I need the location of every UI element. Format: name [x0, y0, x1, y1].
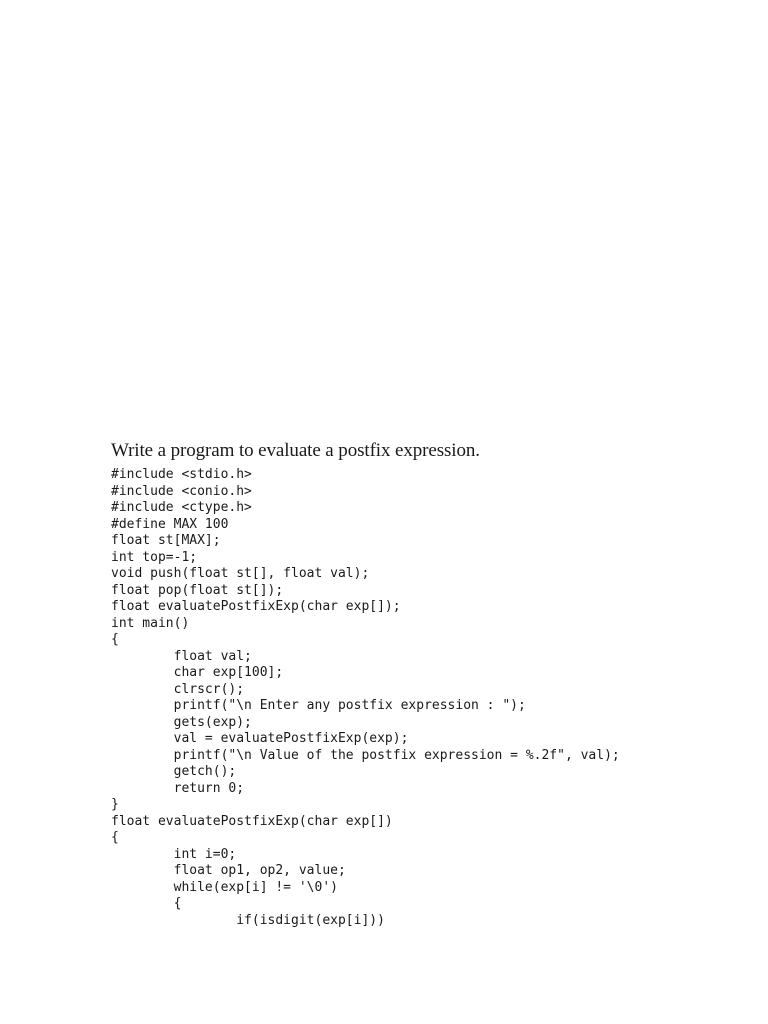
code-line: while(exp[i] != '\0'): [111, 879, 338, 895]
code-line: float st[MAX];: [111, 533, 221, 548]
code-line: gets(exp);: [111, 714, 252, 730]
code-line: #define MAX 100: [111, 516, 229, 532]
code-line: }: [111, 797, 119, 812]
code-line: int i=0;: [111, 846, 237, 862]
code-line: #include <ctype.h>: [111, 500, 252, 515]
code-line: {: [111, 896, 182, 911]
code-line: #include <stdio.h>: [111, 467, 252, 482]
code-listing: [111, 467, 620, 929]
code-line: clrscr();: [111, 681, 245, 697]
code-line: #include <conio.h>: [111, 483, 252, 499]
code-line: char exp[100];: [111, 665, 284, 680]
code-line: {: [111, 632, 119, 647]
program-heading: Write a program to evaluate a postfix expression.: [111, 440, 480, 461]
code-line: return 0;: [111, 780, 245, 796]
code-line: float evaluatePostfixExp(char exp[]);: [111, 599, 401, 614]
code-line: int top=-1;: [111, 549, 198, 565]
code-line: if(isdigit(exp[i])): [111, 912, 385, 928]
code-line: printf("\n Value of the postfix expression = %.2f", val);: [111, 747, 620, 763]
code-line: int main(): [111, 615, 190, 631]
code-line: void push(float st[], float val);: [111, 566, 370, 581]
code-line: float pop(float st[]);: [111, 582, 284, 598]
code-line: float val;: [111, 648, 252, 664]
code-line: getch();: [111, 764, 237, 779]
code-line: {: [111, 830, 119, 845]
code-line: float op1, op2, value;: [111, 863, 346, 878]
code-line: float evaluatePostfixExp(char exp[]): [111, 813, 393, 829]
code-line: val = evaluatePostfixExp(exp);: [111, 731, 409, 746]
code-line: printf("\n Enter any postfix expression : ");: [111, 698, 526, 713]
